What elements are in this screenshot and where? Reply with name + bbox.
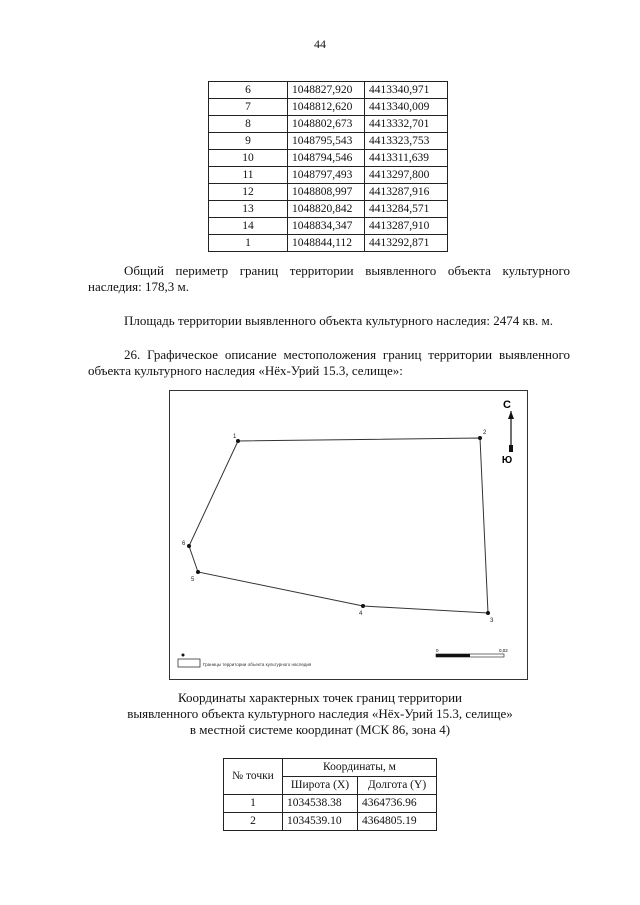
- boundary-map: [169, 390, 528, 680]
- scale-right-label: 0,02: [499, 648, 508, 653]
- table-row: 12 1048808,997 4413287,916: [209, 184, 448, 201]
- table-row: 10 1048794,546 4413311,639: [209, 150, 448, 167]
- boundary-point-5: [196, 570, 200, 574]
- table-row: 1 1048844,112 4413292,871: [209, 235, 448, 252]
- boundary-point-1: [236, 439, 240, 443]
- table-row: 8 1048802,673 4413332,701: [209, 116, 448, 133]
- item-26-text: 26. Графическое описание местоположения границ территории выявленного объекта культурного наследия «Нёх-Урий 15.3, селище»:: [88, 347, 570, 378]
- header-point: № точки: [224, 759, 283, 795]
- point-label-4: 4: [359, 611, 363, 617]
- boundary-point-2: [478, 436, 482, 440]
- area-text: Площадь территории выявленного объекта культурного наследия: 2474 кв. м.: [124, 313, 553, 328]
- table-row: 1 1034538.38 4364736.96: [224, 795, 437, 813]
- coordinates-table-continued: [208, 81, 448, 252]
- point-label-6: 6: [182, 541, 186, 547]
- header-lon: Долгота (Y): [358, 777, 437, 795]
- page-number: 44: [314, 37, 326, 51]
- north-arrow: [502, 399, 514, 466]
- caption-line-1: Координаты характерных точек границ территории: [178, 690, 462, 705]
- header-lat: Широта (X): [283, 777, 358, 795]
- table-row: 14 1048834,347 4413287,910: [209, 218, 448, 235]
- boundary-point-4: [361, 604, 365, 608]
- point-label-3: 3: [490, 618, 494, 624]
- boundary-point-6: [187, 544, 191, 548]
- table-row: 6 1048827,920 4413340,971: [209, 82, 448, 99]
- caption-line-2: выявленного объекта культурного наследия «Нёх-Урий 15.3, селище»: [127, 706, 513, 721]
- boundary-point-3: [486, 611, 490, 615]
- north-label: С: [503, 399, 511, 411]
- legend-text: Границы территории объекта культурного наследия: [203, 662, 312, 667]
- coordinates-caption: [0, 690, 640, 738]
- scale-bar: [436, 648, 508, 657]
- perimeter-text: Общий периметр границ территории выявленного объекта культурного наследия: 178,3 м.: [88, 263, 570, 294]
- north-arrow-icon: [508, 411, 514, 419]
- caption-line-3: в местной системе координат (МСК 86, зона 4): [189, 722, 451, 737]
- point-label-2: 2: [483, 430, 487, 436]
- table-row: 11 1048797,493 4413297,800: [209, 167, 448, 184]
- header-coords: Координаты, м: [283, 759, 437, 777]
- south-label: Ю: [501, 455, 513, 466]
- coordinates-table: [223, 758, 437, 831]
- point-label-5: 5: [191, 577, 195, 583]
- map-drawing: [170, 391, 527, 679]
- scale-left-label: 0: [436, 648, 439, 653]
- table-row: 9 1048795,543 4413323,753: [209, 133, 448, 150]
- table-row: 13 1048820,842 4413284,571: [209, 201, 448, 218]
- map-legend: [178, 654, 312, 668]
- point-label-1: 1: [233, 434, 237, 440]
- table-row: 7 1048812,620 4413340,009: [209, 99, 448, 116]
- boundary-polygon: [189, 438, 488, 613]
- table-row: 2 1034539.10 4364805.19: [224, 813, 437, 831]
- table-header-row: [224, 759, 437, 777]
